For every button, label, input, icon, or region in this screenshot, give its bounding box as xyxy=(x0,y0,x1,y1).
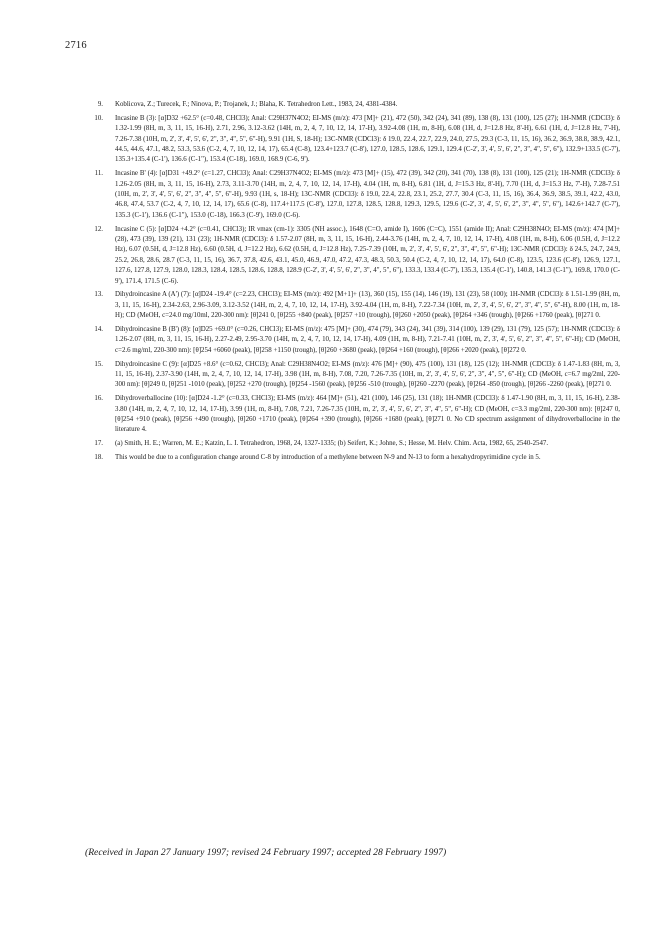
references-list xyxy=(85,100,620,466)
reference-text: Incasine C (5): [α]D24 +4.2° (c=0.41, CHCl3); IR νmax (cm-1): 3305 (NH assoc.), 1648 (C=O, amide I), 1606 (C=C), 1551 (amide II); Anal: C29H38N4O; EI-MS (m/z): 474 [M]+ (28), 473 (39), 139 (21), 131 (23); 1H-NMR (CDCl3): δ 1.57-2.07 (8H, m, 3, 11, 15, 16-H), 2.44-3.76 (14H, m, 2, 4, 7, 10, 12, 14, 17-H), 4.08 (1H, m, 8-H), 6.06 (0.5H, d, J=12.2 Hz), 6.07 (0.5H, d, J=12.8 Hz), 6.60 (0.5H, d, J=12.2 Hz), 6.62 (0.5H, d, J=12.8 Hz), 7.25-7.39 (10H, m, 2', 3', 4', 5', 6', 2", 3", 4", 5", 6"-H); 13C-NMR (CDCl3): δ 24.5, 24.7, 24.9, 25.2, 26.8, 28.6, 28.7 (C-3, 11, 15, 16), 36.7, 37.8, 42.6, 43.1, 45.0, 46.9, 47.0, 47.2, 47.3, 48.3, 50.3, 50.4 (C-2, 4, 7, 10, 12, 14, 17), 64.0 (C-8), 123.5, 123.6 (C-8'), 126.9, 127.1, 127.6, 127.8, 127.9, 128.0, 128.3, 128.4, 128.5, 128.6, 128.8, 128.9 (C-2', 3', 4', 5', 6', 2", 3", 4", 5", 6"), 133.3, 133.4 (C-7'), 135.3, 135.4 (C-1'), 140.8, 141.3 (C-1"), 169.8, 170.0 (C-9'), 171.4, 171.5 (C-6). xyxy=(115,225,620,285)
reference-item xyxy=(85,360,620,391)
reference-number: 9. xyxy=(97,101,103,108)
reference-item xyxy=(85,439,620,449)
reference-text: Dihydroincasine C (9): [α]D25 +8.6° (c=0.62, CHCl3); Anal: C29H38N4O2; EI-MS (m/z): 476 [M]+ (90), 475 (100), 131 (18), 125 (12); 1H-NMR (CDCl3): δ 1.47-1.83 (8H, m, 3, 11, 15, 16-H), 2.37-3.90 (14H, m, 2, 4, 7, 10, 12, 14, 17-H), 3.98 (1H, m, 8-H), 7.08, 7.20, 7.26-7.35 (10H, m, 2', 3', 4', 5', 6', 2", 3", 4", 5", 6"-H); CD (MeOH, c=6.7 mg/2ml, 220-300 nm): [θ]249 0, [θ]251 -1010 (peak), [θ]252 +270 (trough), [θ]254 -1560 (peak), [θ]256 -510 (trough), [θ]260 -2270 (peak), [θ]264 -850 (trough), [θ]266 -2260 (peak), [θ]271 0. xyxy=(115,360,620,389)
reference-number: 16. xyxy=(94,395,103,403)
reference-text: Dihydroverballocine (10): [α]D24 -1.2° (c=0.33, CHCl3); EI-MS (m/z): 464 [M]+ (51), 421 (100), 146 (25), 131 (18); 1H-NMR (CDCl3): δ 1.47-1.90 (8H, m, 3, 11, 15, 16-H), 2.38-3.80 (14H, m, 2, 4, 7, 10, 12, 14, 17-H), 3.99 (1H, m, 8-H), 7.08, 7.21, 7.26-7.35 (10H, m, 2', 3', 4', 5', 6', 2", 3", 4", 5", 6"-H); CD (MeOH, c=3.3 mg/2ml, 220-300 nm): [θ]247 0, [θ]254 +910 (peak), [θ]256 +490 (trough), [θ]260 +1710 (peak), [θ]264 +390 (trough), [θ]266 +1680 (peak), [θ]271 0. No CD spectrum assignment of dihydroverballocine in the literature 4. xyxy=(115,395,620,434)
reference-item xyxy=(85,169,620,221)
reference-number: 17. xyxy=(94,440,103,448)
reference-number: 10. xyxy=(94,114,103,122)
reference-number: 12. xyxy=(94,225,103,233)
reference-item xyxy=(85,114,620,166)
reference-number: 14. xyxy=(94,326,103,333)
reference-item xyxy=(85,100,620,110)
reference-number: 18. xyxy=(94,453,103,461)
reference-item xyxy=(85,394,620,436)
reference-item xyxy=(85,290,620,321)
reference-number: 13. xyxy=(94,291,103,299)
reference-text: (a) Smith, H. E.; Warren, M. E.; Katzin, L. I. Tetrahedron, 1968, 24, 1327-1335; (b) Seifert, K.; Johne, S.; Hesse, M. Helv. Chim. Acta, 1982, 65, 2540-2547. xyxy=(115,440,549,448)
reference-number: 15. xyxy=(94,360,103,368)
reference-text: This would be due to a configuration change around C-8 by introduction of a methylene between N-9 and N-13 to form a hexahydropyrimidine cycle in 5. xyxy=(115,453,541,461)
received-dates-note: (Received in Japan 27 January 1997; revised 24 February 1997; accepted 28 February 1997) xyxy=(85,847,447,858)
reference-item xyxy=(85,453,620,463)
reference-text: Koblicova, Z.; Turecek, F.; Ninova, P.; Trojanek, J.; Blaha, K. Tetrahedron Lett., 1983, 24, 4381-4384. xyxy=(115,101,398,108)
reference-text: Dihydroincasine A (A') (7): [α]D24 -19.4° (c=2.23, CHCl3); EI-MS (m/z): 492 [M+1]+ (13), 360 (15), 155 (14), 146 (19), 131 (23), 58 (100); 1H-NMR (CDCl3): δ 1.51-1.99 (8H, m, 3, 11, 15, 16-H), 2.34-2.63, 2.96-3.09, 3.12-3.52 (14H, m, 2, 4, 7, 10, 12, 14, 17-H), 3.92-4.04 (1H, m, 8-H), 7.22-7.34 (10H, m, 2', 3', 4', 5', 6', 2", 3", 4", 5", 6"-H), 8.00 (1H, m, 18-H); CD (MeOH, c=24.0 mg/10ml, 220-300 nm): [θ]241 0, [θ]255 +840 (peak), [θ]257 +10 (trough), [θ]260 +2050 (peak), [θ]264 +346 (trough), [θ]266 +1760 (peak), [θ]271 0. xyxy=(115,291,620,320)
reference-item xyxy=(85,325,620,356)
reference-text: Incasine B (3): [α]D32 +62.5° (c=0.48, CHCl3); Anal: C29H37N4O2; EI-MS (m/z): 473 [M]+ (21), 472 (50), 342 (24), 341 (89), 138 (8), 131 (100), 125 (27); 1H-NMR (CDCl3): δ 1.32-1.99 (8H, m, 3, 11, 15, 16-H), 2.71, 2.96, 3.12-3.62 (14H, m, 2, 4, 7, 10, 12, 14, 17-H), 3.92-4.08 (1H, m, 8-H), 6.08 (1H, d, J=12.8 Hz, 8'-H), 6.61 (1H, d, J=12.8 Hz, 7'-H), 7.26-7.38 (10H, m, 2', 3', 4', 5', 6', 2", 3", 4", 5", 6"-H), 9.91 (1H, S, 18-H); 13C-NMR (CDCl3): δ 19.0, 22.4, 22.7, 22.9, 24.0, 27.5, 29.3 (C-3, 11, 15, 16), 36.2, 36.9, 38.8, 38.9, 42.1, 44.5, 44.6, 47.1, 48.2, 53.3, 53.6 (C-2, 4, 7, 10, 12, 14, 17), 65.4 (C-8), 123.4+123.7 (C-8'), 127.0, 128.5, 128.6, 129.1, 129.4 (C-2', 3', 4', 5', 6', 2", 3", 4", 5", 6"), 132.9+133.5 (C-7'), 135.3+135.4 (C-1'), 136.6 (C-1"), 153.4 (C-18), 169.0, 168.9 (C-6, 9'). xyxy=(115,114,620,164)
reference-text: Incasine B' (4): [α]D31 +49.2° (c=1.27, CHCl3); Anal: C29H37N4O2; EI-MS (m/z): 473 [M]+ (15), 472 (39), 342 (20), 341 (70), 138 (8), 131 (100), 125 (21); 1H-NMR (CDCl3): δ 1.26-2.05 (8H, m, 3, 11, 15, 16-H), 2.73, 3.11-3.70 (14H, m, 2, 4, 7, 10, 12, 14, 17-H), 4.04 (1H, m, 8-H), 6.81 (1H, d, J=15.3 Hz, 8'-H), 7.70 (1H, d, J=15.3 Hz, 7'-H), 7.28-7.51 (10H, m, 2', 3', 4', 5', 6', 2", 3", 4", 5", 6"-H), 9.93 (1H, s, 18-H); 13C-NMR (CDCl3): δ 19.0, 22.4, 22.8, 23.1, 25.2, 27.7, 30.4 (C-3, 11, 15, 16), 36.4, 36.9, 38.5, 39.1, 42.2, 43.0, 46.8, 47.4, 53.7 (C-2, 4, 7, 10, 12, 14, 17), 65.6 (C-8), 117.4+117.5 (C-8'), 127.0, 127.8, 128.5, 128.8, 129.3, 129.5, 129.6 (C-2', 3', 4', 5', 6', 2", 3", 4", 5", 6"), 142.6+142.7 (C-7'), 135.3 (C-1'), 136.6 (C-1"), 153.0 (C-18), 166.3 (C-9'), 169.0 (C-6). xyxy=(115,170,620,219)
page-number: 2716 xyxy=(65,40,87,51)
reference-item xyxy=(85,225,620,288)
reference-number: 11. xyxy=(94,170,103,178)
reference-text: Dihydroincasine B (B') (8): [α]D25 +69.0° (c=0.26, CHCl3); EI-MS (m/z): 475 [M]+ (30), 474 (79), 343 (24), 341 (39), 314 (100), 139 (29), 131 (79), 125 (57); 1H-NMR (CDCl3): δ 1.26-2.07 (8H, m, 3, 11, 15, 16-H), 2.27-2.49, 2.95-3.70 (14H, m, 2, 4, 7, 10, 12, 14, 17-H), 4.09 (1H, m, 8-H), 7.21-7.41 (10H, m, 2', 3', 4', 5', 6', 2", 3", 4", 5", 6"-H); CD (MeOH, c=2.6 mg/ml, 220-300 nm): [θ]254 +6060 (peak), [θ]258 +1150 (trough), [θ]260 +3680 (peak), [θ]264 +160 (trough), [θ]266 +2020 (peak), [θ]272 0. xyxy=(115,326,620,354)
